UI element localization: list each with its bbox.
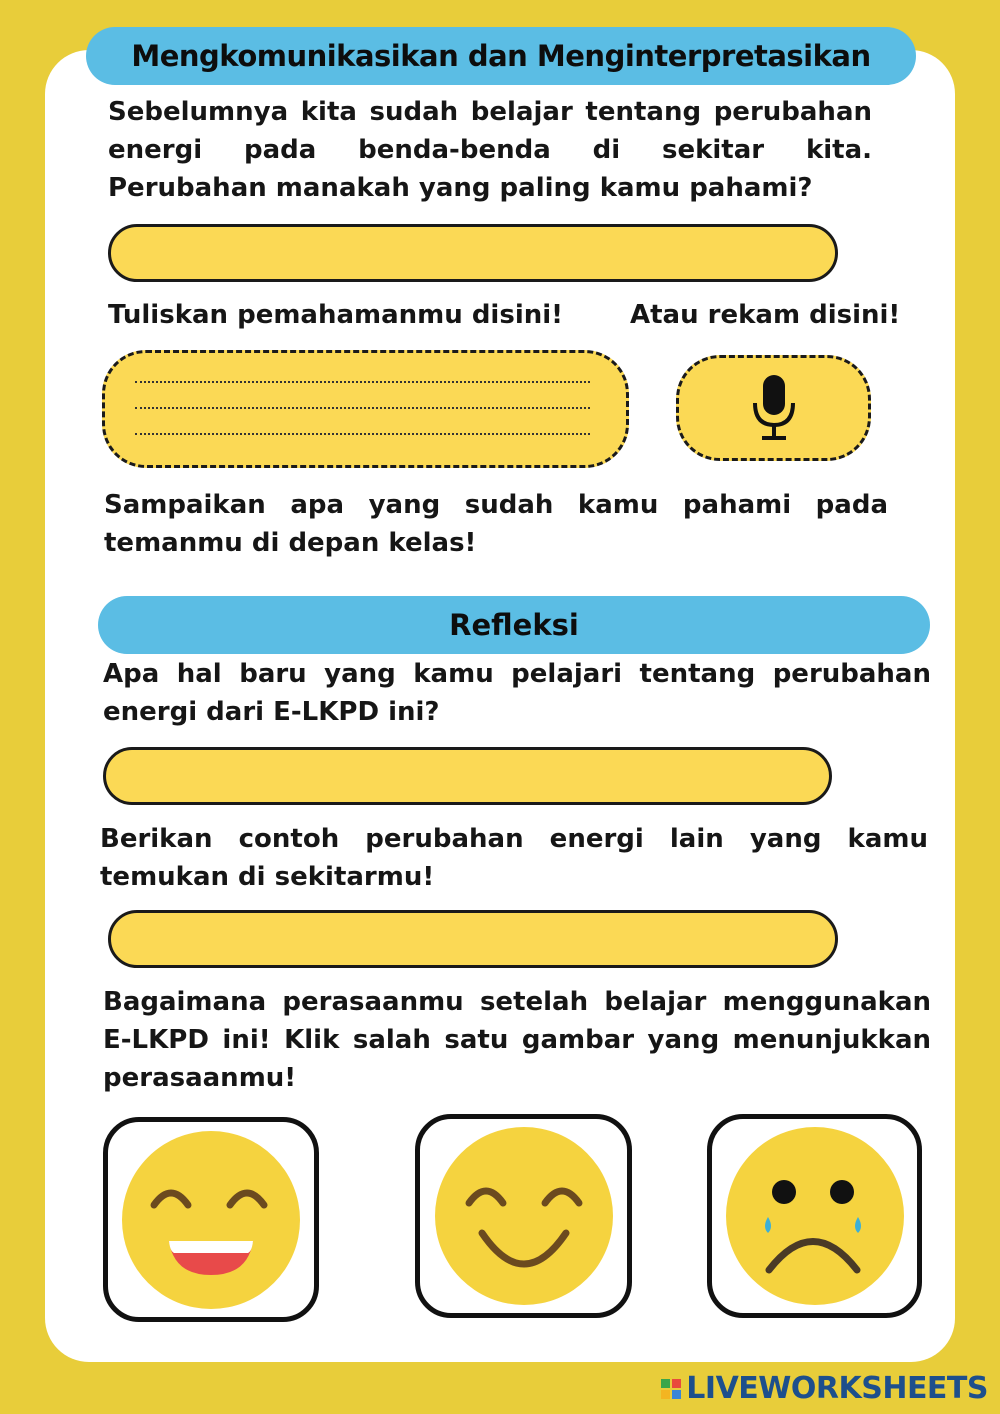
answer-input-new-learning[interactable] — [103, 747, 832, 805]
section-title-communicate: Mengkomunikasikan dan Menginterpretasikan — [86, 27, 916, 85]
question-understood-change: Sebelumnya kita sudah belajar tentang perubahan energi pada benda-benda di sekitar kita. Perubahan manakah yang paling kamu pahami? — [108, 97, 872, 203]
crying-face-icon — [724, 1125, 906, 1307]
write-label: Tuliskan pemahamanmu disini! — [108, 300, 564, 330]
record-button[interactable] — [676, 355, 871, 461]
brand-text: LIVEWORKSHEETS — [686, 1371, 988, 1406]
writing-line — [135, 433, 590, 435]
section-title-reflection: Refleksi — [98, 596, 930, 654]
answer-input-other-example[interactable] — [108, 910, 838, 968]
question-other-example: Berikan contoh perubahan energi lain yang kamu temukan di sekitarmu! — [100, 824, 928, 892]
writing-line — [135, 381, 590, 383]
emoji-option-smiling[interactable] — [415, 1114, 632, 1318]
liveworksheets-logo — [661, 1371, 988, 1406]
answer-input-understood-change[interactable] — [108, 224, 838, 282]
emoji-option-crying[interactable] — [707, 1114, 922, 1318]
emoji-option-laughing[interactable] — [103, 1117, 319, 1322]
question-new-learning: Apa hal baru yang kamu pelajari tentang perubahan energi dari E-LKPD ini? — [103, 659, 931, 727]
microphone-icon — [748, 373, 800, 443]
share-instruction: Sampaikan apa yang sudah kamu pahami pada temanmu di depan kelas! — [104, 490, 888, 558]
question-feeling: Bagaimana perasaanmu setelah belajar menggunakan E-LKPD ini! Klik salah satu gambar yang menunjukkan perasaanmu! — [103, 987, 931, 1093]
record-label: Atau rekam disini! — [630, 300, 901, 330]
laughing-face-icon — [120, 1129, 302, 1311]
writing-line — [135, 407, 590, 409]
write-textarea[interactable] — [102, 350, 629, 468]
logo-mark-icon — [661, 1379, 681, 1399]
smiling-face-icon — [433, 1125, 615, 1307]
